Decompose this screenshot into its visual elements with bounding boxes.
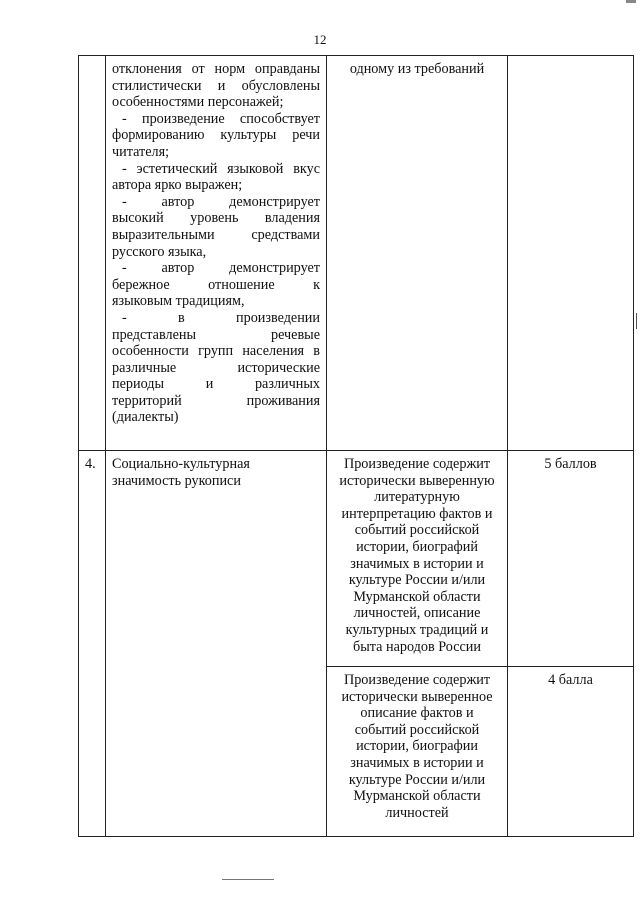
criterion-line: высокий уровень владения (112, 210, 320, 227)
criterion-line: - эстетический языковой вкус (122, 160, 320, 177)
criterion-line: - произведение способствует (122, 110, 320, 127)
page-number: 12 (313, 32, 327, 47)
criterion-cell (106, 451, 327, 837)
criterion-line: особенности групп населения в (112, 343, 320, 360)
description-line: Произведение содержит (343, 456, 491, 472)
criterion-line: периоды и различных (112, 376, 320, 393)
criterion-line: - в произведении (122, 309, 320, 326)
description-line: личностей (385, 804, 449, 821)
criterion-line: отклонения от норм оправданы (112, 61, 320, 77)
footer-mark (222, 879, 274, 880)
description-line: культуре России и/или (348, 771, 486, 788)
row-number-cell (79, 56, 106, 451)
description-line: быта народов России (353, 638, 481, 655)
description-line: Произведение содержит (343, 672, 491, 688)
criterion-line: читателя; (112, 143, 170, 160)
description-cell (327, 667, 508, 837)
criterion-line: формированию культуры речи (112, 127, 320, 144)
description-line: значимых в истории и (350, 754, 484, 771)
criterion-line: языковым традициям, (112, 293, 245, 310)
criteria-table (78, 55, 634, 837)
criterion-line: Социально-культурная (112, 456, 250, 472)
criterion-line: различные исторические (112, 359, 320, 376)
description-line: Мурманской области (353, 788, 481, 805)
criterion-line: значимость рукописи (112, 472, 241, 489)
description-line: событий российской (354, 721, 480, 738)
description-line: истории, биографии (356, 738, 478, 755)
description-line: личностей, описание (353, 605, 481, 622)
criterion-line: стилистически и обусловлены (112, 77, 320, 94)
score-cell: 4 балла (508, 667, 634, 837)
description-line: описание фактов и (360, 705, 474, 722)
criterion-line: - автор демонстрирует (122, 193, 320, 210)
criterion-line: представлены речевые (112, 326, 320, 343)
description-line: исторически выверенное (341, 688, 493, 705)
description-cell (327, 451, 508, 667)
description-line: исторически выверенную (339, 472, 495, 489)
criterion-line: особенностями персонажей; (112, 94, 284, 111)
criterion-line: (диалекты) (112, 409, 179, 426)
score-cell: 5 баллов (508, 451, 634, 667)
description-cell: одному из требований (327, 56, 508, 451)
criterion-cell (106, 56, 327, 451)
scan-corner-mark (626, 0, 636, 3)
criterion-line: бережное отношение к (112, 276, 320, 293)
table-row-continuation (79, 56, 634, 451)
description-line: истории, биографий (356, 538, 478, 555)
criterion-line: - автор демонстрирует (122, 260, 320, 277)
description-line: интерпретацию фактов и (341, 505, 493, 522)
description-line: значимых в истории и (350, 555, 484, 572)
scan-edge-mark (636, 313, 637, 329)
criterion-line: выразительными средствами (112, 226, 320, 243)
description-line: литературную (374, 489, 460, 506)
description-line: культурных традиций и (345, 621, 489, 638)
criterion-line: территорий проживания (112, 392, 320, 409)
criterion-line: автора ярко выражен; (112, 177, 243, 194)
description-line: культуре России и/или (348, 572, 486, 589)
table-row-4-level-1 (79, 451, 634, 667)
score-cell (508, 56, 634, 451)
row-number-cell: 4. (79, 451, 106, 837)
description-line: Мурманской области (353, 588, 481, 605)
criterion-line: русского языка, (112, 243, 207, 260)
description-line: событий российской (354, 522, 480, 539)
